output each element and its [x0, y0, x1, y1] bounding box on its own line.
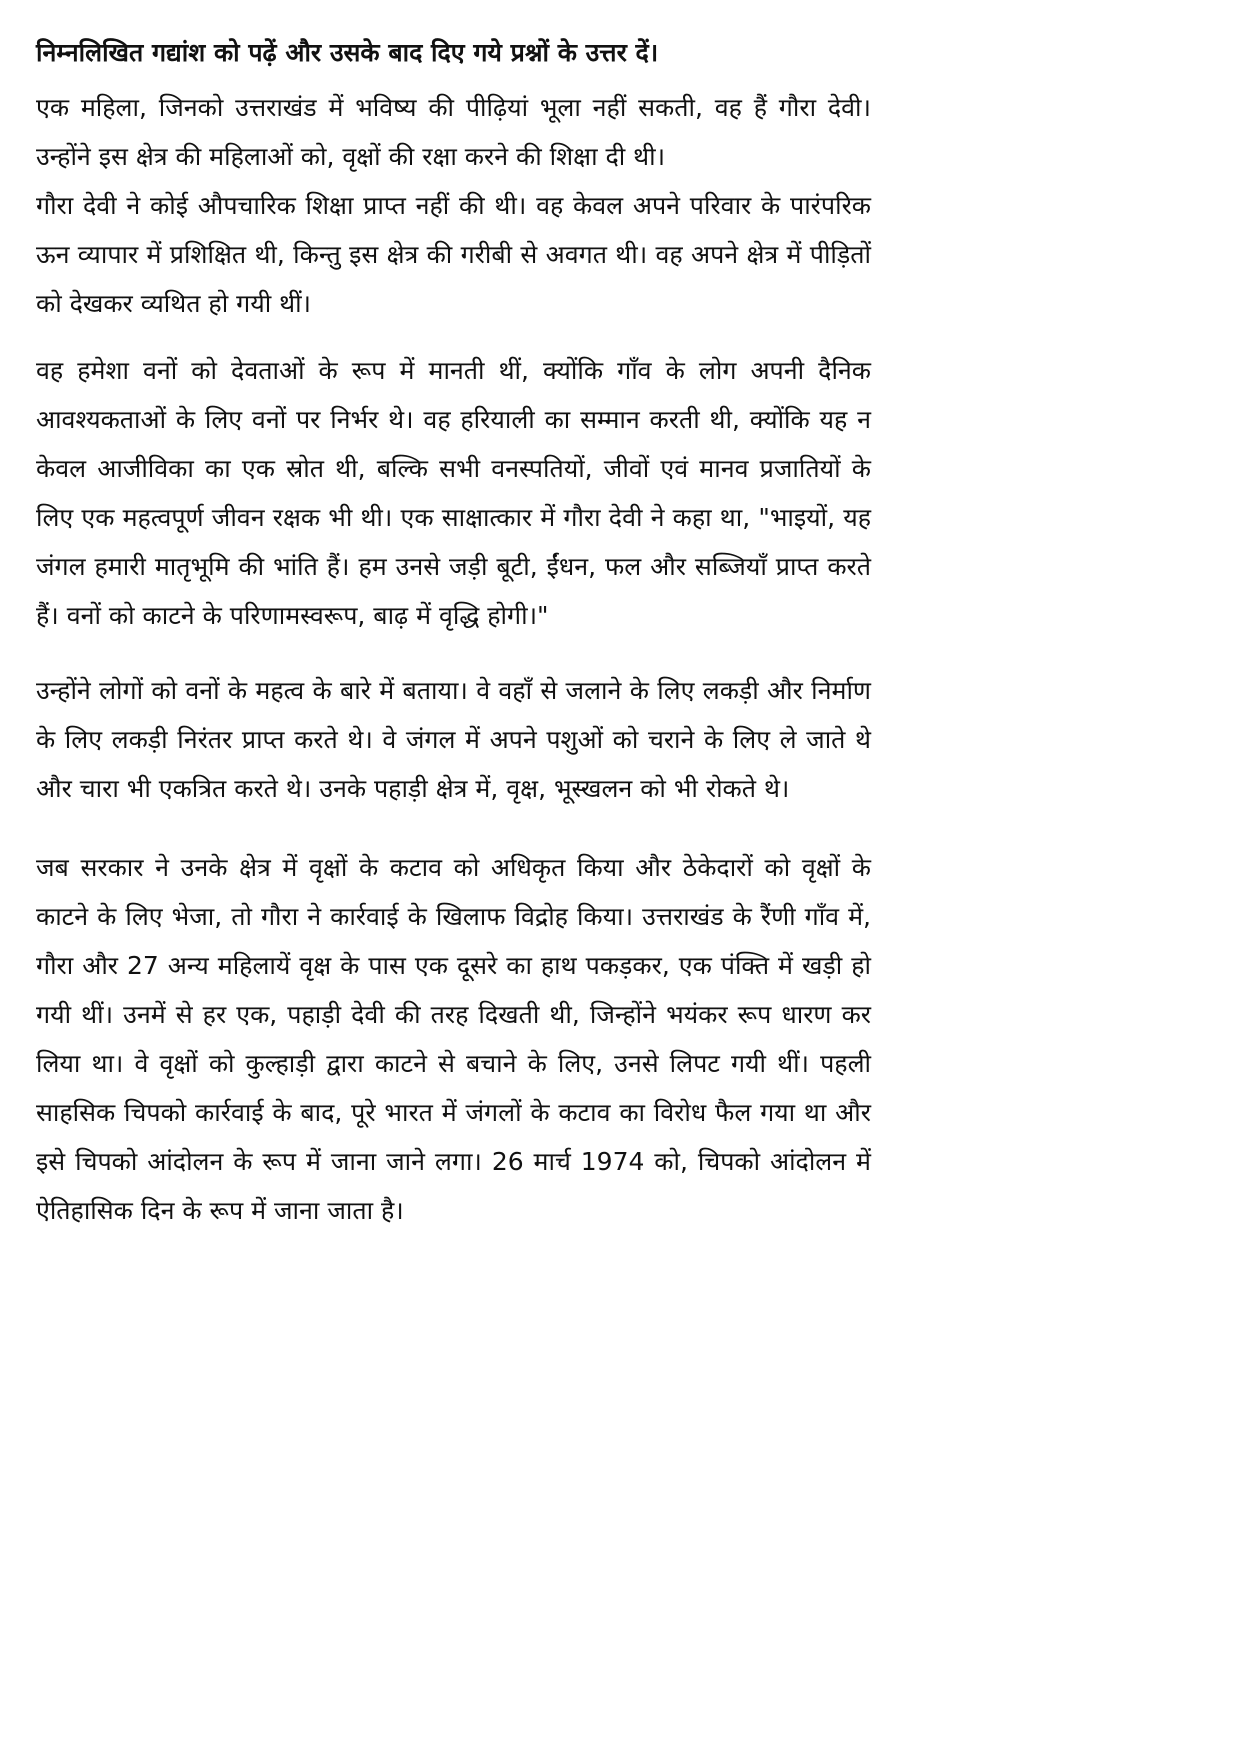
paragraph-education: गौरा देवी ने कोई औपचारिक शिक्षा प्राप्त नहीं की थी। वह केवल अपने परिवार के पारंपरिक ऊन व्यापार में प्रशिक्षित थी, किन्तु इस क्षेत्र की गरीबी से अवगत थी। वह अपने क्षेत्र में पीड़ितों को देखकर व्यथित हो गयी थीं।	[36, 191, 871, 318]
paragraph-chipko-movement: जब सरकार ने उनके क्षेत्र में वृक्षों के कटाव को अधिकृत किया और ठेकेदारों को वृक्षों के काटने के लिए भेजा, तो गौरा ने कार्रवाई के खिलाफ विद्रोह किया। उत्तराखंड के रैंणी गाँव में, गौरा और 27 अन्य महिलायें वृक्ष के पास एक दूसरे का हाथ पकड़कर, एक पंक्ति में खड़ी हो गयी थीं। उनमें से हर एक, पहाड़ी देवी की तरह दिखती थी, जिन्होंने भयंकर रूप धारण कर लिया था। वे वृक्षों को कुल्हाड़ी द्वारा काटने से बचाने के लिए, उनसे लिपट गयी थीं। पहली साहसिक चिपको कार्रवाई के बाद, पूरे भारत में जंगलों के कटाव का विरोध फैल गया था और इसे चिपको आंदोलन के रूप में जाना जाने लगा। 26 मार्च 1974 को, चिपको आंदोलन में ऐतिहासिक दिन के रूप में जाना जाता है।	[36, 853, 871, 1225]
paragraph-intro: एक महिला, जिनको उत्तराखंड में भविष्य की पीढ़ियां भूला नहीं सकती, वह हैं गौरा देवी। उन्होंने इस क्षेत्र की महिलाओं को, वृक्षों की रक्षा करने की शिक्षा दी थी।	[36, 93, 871, 171]
instruction-heading: निम्नलिखित गद्यांश को पढ़ें और उसके बाद दिए गये प्रश्नों के उत्तर दें।	[36, 38, 659, 67]
paragraph-importance-of-forests: उन्होंने लोगों को वनों के महत्व के बारे में बताया। वे वहाँ से जलाने के लिए लकड़ी और निर्माण के लिए लकड़ी निरंतर प्राप्त करते थे। वे जंगल में अपने पशुओं को चराने के लिए ले जाते थे और चारा भी एकत्रित करते थे। उनके पहाड़ी क्षेत्र में, वृक्ष, भूस्खलन को भी रोकते थे।	[36, 676, 871, 803]
paragraph-forests-as-gods: वह हमेशा वनों को देवताओं के रूप में मानती थीं, क्योंकि गाँव के लोग अपनी दैनिक आवश्यकताओं के लिए वनों पर निर्भर थे। वह हरियाली का सम्मान करती थी, क्योंकि यह न केवल आजीविका का एक स्रोत थी, बल्कि सभी वनस्पतियों, जीवों एवं मानव प्रजातियों के लिए एक महत्वपूर्ण जीवन रक्षक भी थी। एक साक्षात्कार में गौरा देवी ने कहा था, "भाइयों, यह जंगल हमारी मातृभूमि की भांति हैं। हम उनसे जड़ी बूटी, ईंधन, फल और सब्जियाँ प्राप्त करते हैं। वनों को काटने के परिणामस्वरूप, बाढ़ में वृद्धि होगी।"	[36, 356, 871, 630]
passage-container	[36, 28, 871, 1235]
